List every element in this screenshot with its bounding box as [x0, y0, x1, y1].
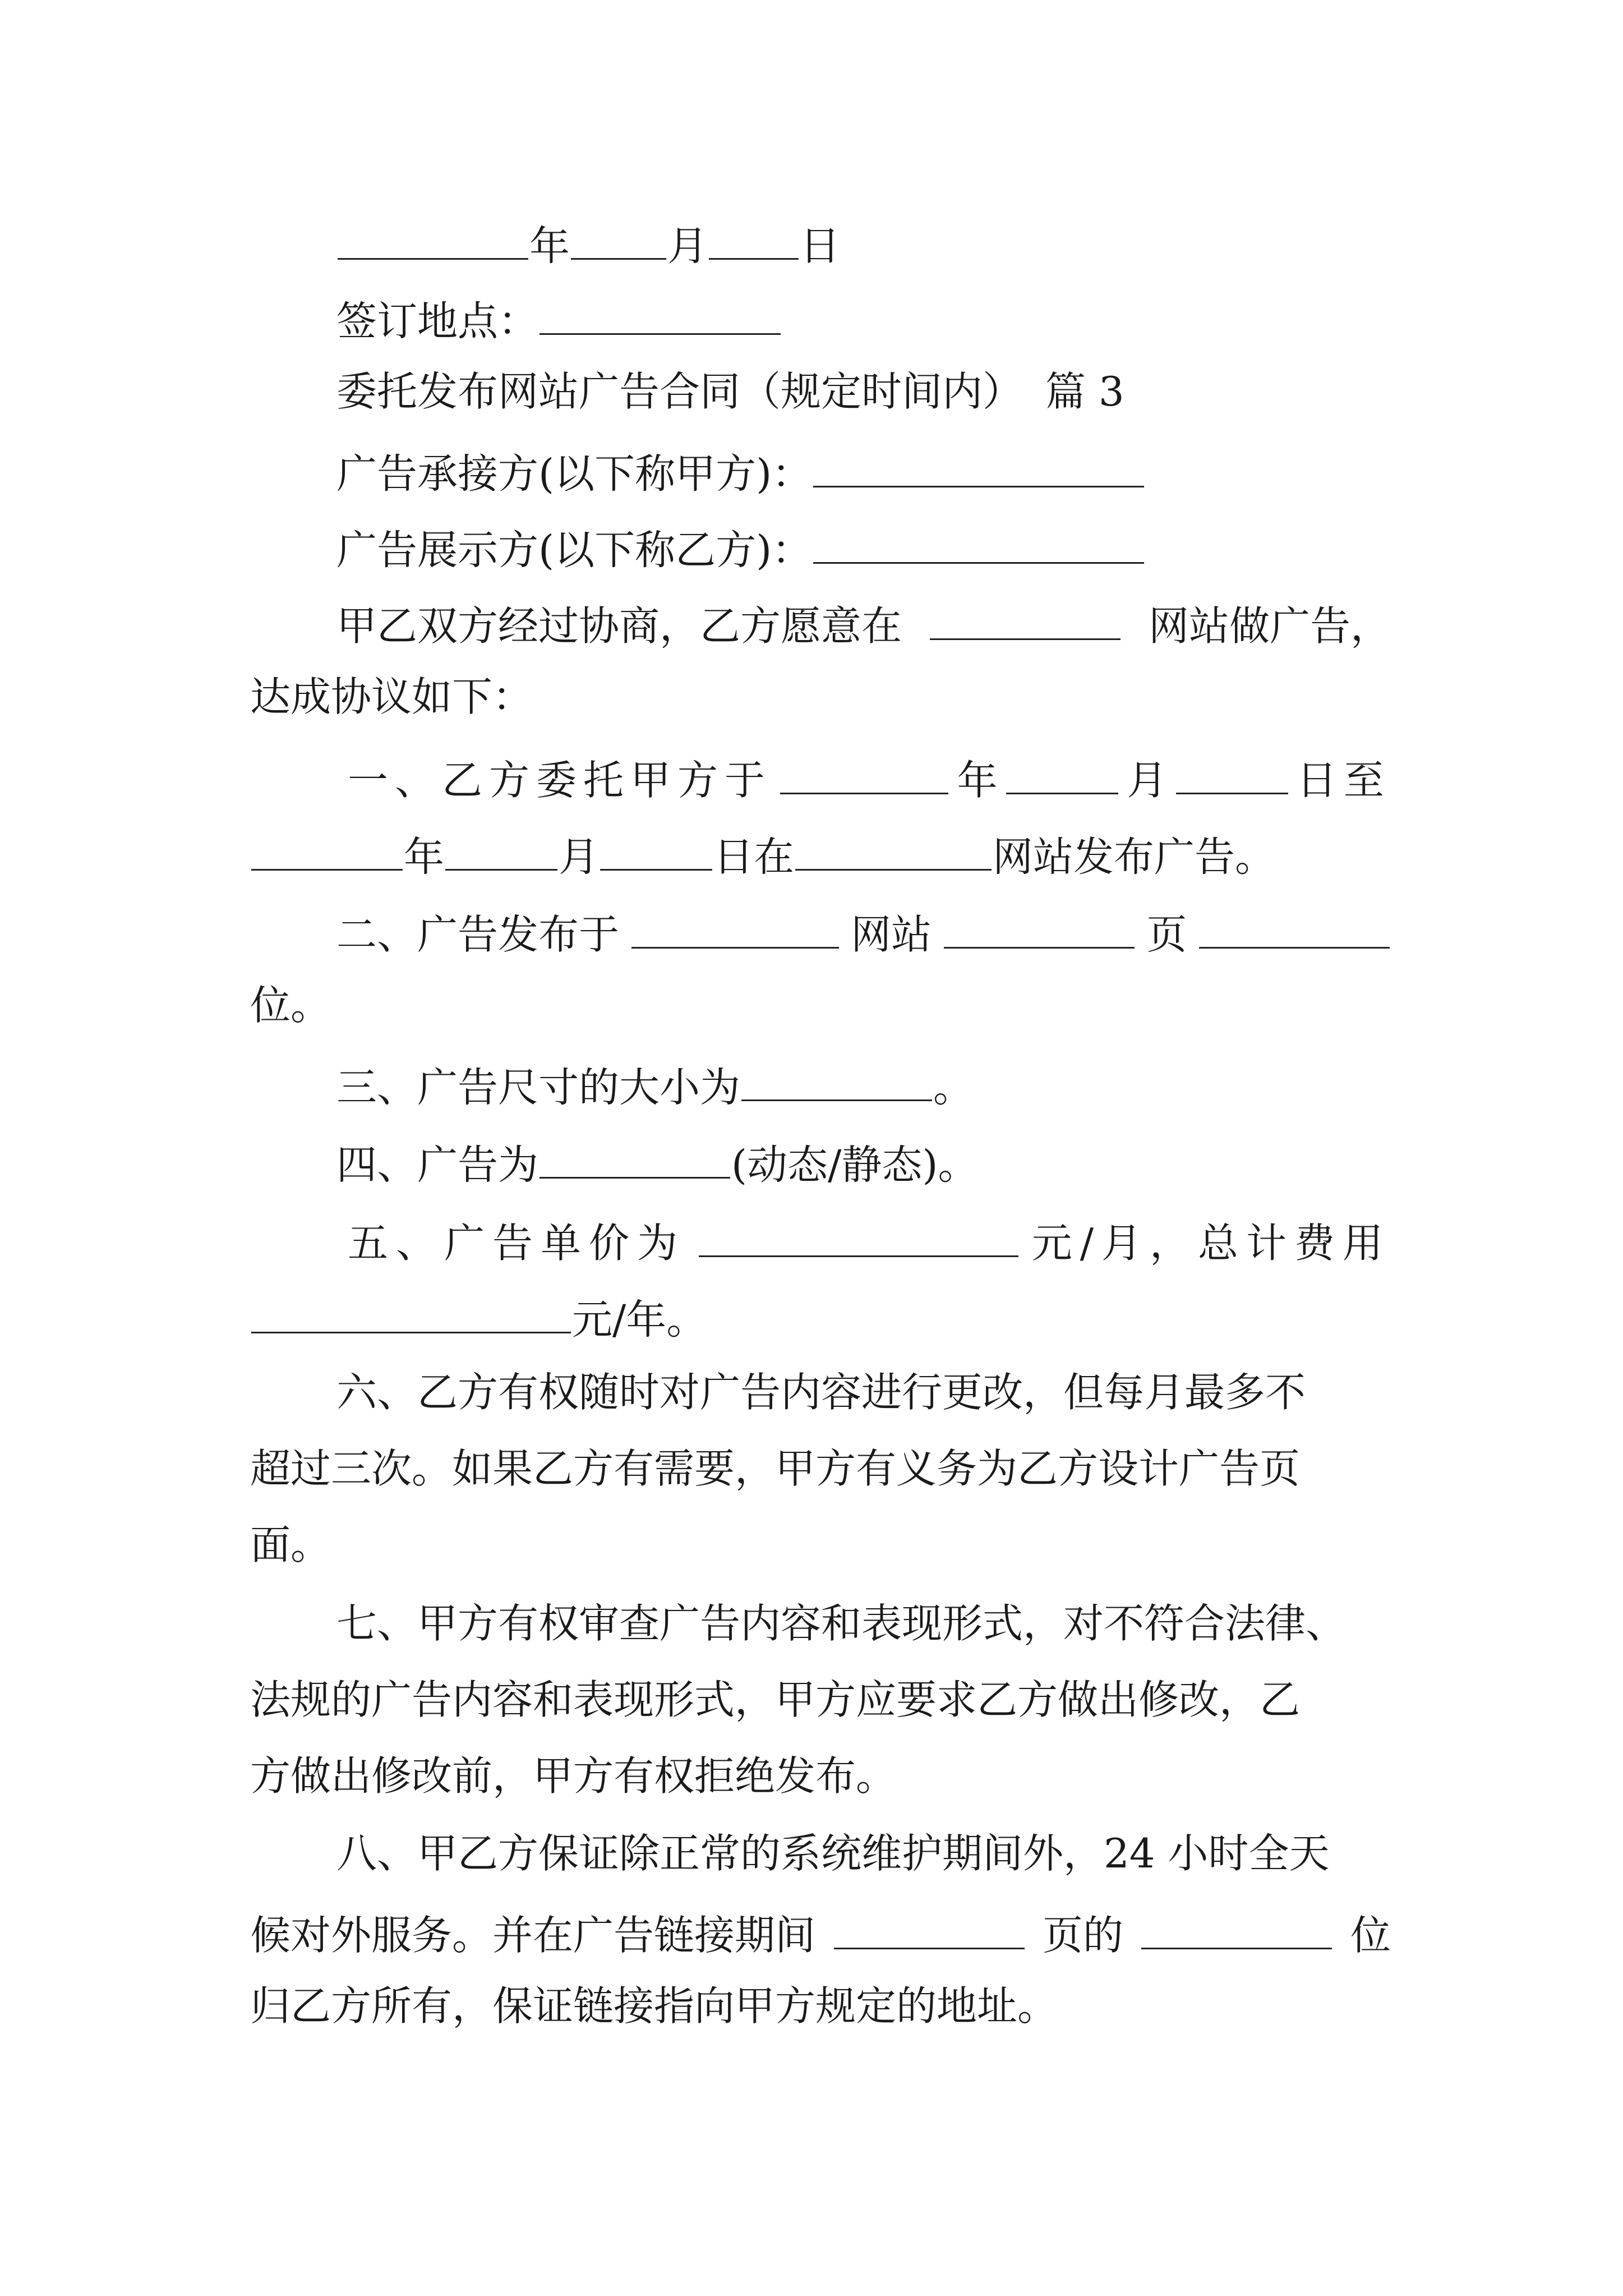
sign-place-blank[interactable]: [540, 295, 781, 335]
clause-5-price-blank[interactable]: [699, 1217, 1018, 1257]
date-day: 日: [800, 222, 841, 270]
date-year: 年: [529, 222, 570, 270]
clause-2-a: 二、广告发布于: [336, 911, 620, 959]
party-b-label: 广告展示方(以下称乙方)：: [336, 526, 813, 574]
clause-1-day-to: 日至: [1296, 757, 1391, 804]
clause-3-size-blank[interactable]: [741, 1061, 932, 1101]
clause-1b-year-blank[interactable]: [251, 831, 403, 871]
clause-2-page: 页: [1146, 911, 1187, 959]
clause-8-page-blank[interactable]: [834, 1910, 1025, 1949]
party-a-label: 广告承接方(以下称甲方)：: [336, 450, 813, 498]
clause-5-a: 五、广告单价为: [348, 1220, 686, 1267]
intro-line-1: [336, 600, 1391, 651]
clause-2-site: 网站: [851, 911, 932, 959]
clause-5-total-blank[interactable]: [251, 1294, 571, 1333]
date-month: 月: [667, 222, 708, 270]
party-a-blank[interactable]: [813, 448, 1144, 487]
party-a-line: [336, 448, 1477, 498]
date-line: [336, 220, 1477, 270]
clause-8-l2b: 页的: [1042, 1912, 1123, 1959]
clause-7-l1: 七、甲方有权审查广告内容和表现形式，对不符合法律、: [336, 1600, 1347, 1647]
clause-1b-site-blank[interactable]: [795, 831, 992, 871]
clause-8-line-2: [250, 1910, 1391, 1960]
intro-c: 达成协议如下：: [250, 673, 533, 720]
clause-2-page-blank[interactable]: [944, 909, 1135, 949]
clause-4-a: 四、广告为: [336, 1141, 539, 1189]
clause-3-end: 。: [933, 1064, 974, 1111]
clause-7-line-3: [250, 1752, 1391, 1806]
clause-5-line-2: [250, 1294, 1391, 1344]
clause-5-unit: 元/月，总计费用: [1031, 1220, 1391, 1267]
year-blank[interactable]: [338, 220, 528, 260]
month-blank[interactable]: [571, 220, 666, 260]
heading-title: 委托发布网站广告合同（规定时间内）: [336, 368, 1023, 415]
clause-8-line-1: [336, 1830, 1477, 1884]
clause-5-line-1: [348, 1217, 1391, 1268]
intro-b: 网站做广告，: [1148, 602, 1391, 650]
clause-7-line-1: [336, 1600, 1477, 1654]
clause-2-position-blank[interactable]: [1199, 909, 1390, 949]
clause-7-l3: 方做出修改前，甲方有权拒绝发布。: [250, 1752, 897, 1800]
clause-8-position-blank[interactable]: [1141, 1910, 1332, 1949]
sign-place-label: 签订地点：: [336, 297, 539, 345]
clause-6-l2: 超过三次。如果乙方有需要，甲方有义务为乙方设计广告页: [250, 1445, 1301, 1492]
clause-4-end: (动态/静态)。: [731, 1141, 979, 1189]
clause-1b-end: 网站发布广告。: [993, 833, 1276, 881]
clause-1b-year: 年: [404, 833, 445, 881]
clause-5-end: 元/年。: [572, 1296, 707, 1343]
clause-1b-day-blank[interactable]: [600, 831, 712, 871]
clause-7-line-2: [250, 1676, 1391, 1730]
clause-2-line-2: [250, 982, 1391, 1036]
clause-1-year-blank[interactable]: [780, 754, 948, 794]
clause-1-month: 月: [1127, 757, 1168, 804]
heading-line: [336, 368, 1477, 422]
party-b-line: [336, 524, 1477, 574]
clause-1-line-2: [250, 831, 1391, 881]
clause-6-line-2: [250, 1445, 1391, 1499]
intro-site-blank[interactable]: [930, 600, 1121, 640]
intro-a: 甲乙双方经过协商，乙方愿意在: [336, 602, 902, 650]
intro-line-2: [250, 673, 1391, 727]
clause-2-line-1: [336, 909, 1391, 959]
clause-1b-day-at: 日在: [713, 833, 795, 881]
clause-2-site-blank[interactable]: [631, 909, 839, 949]
clause-6-line-3: [250, 1521, 1391, 1575]
clause-1-day-blank[interactable]: [1176, 754, 1288, 794]
party-b-blank[interactable]: [813, 524, 1144, 564]
clause-8-l2c: 位: [1350, 1912, 1391, 1959]
clause-1b-month-blank[interactable]: [445, 831, 557, 871]
clause-6-l1: 六、乙方有权随时对广告内容进行更改，但每月最多不: [336, 1369, 1306, 1416]
clause-2-end: 位。: [250, 982, 331, 1029]
clause-8-l3: 归乙方所有，保证链接指向甲方规定的地址。: [250, 1982, 1058, 2030]
clause-4-line: [336, 1139, 1477, 1189]
clause-8-l1: 八、甲乙方保证除正常的系统维护期间外，24 小时全天: [336, 1830, 1330, 1877]
clause-1-a: 一、乙方委托甲方于: [348, 757, 772, 804]
clause-8-line-3: [250, 1982, 1391, 2036]
clause-6-l3: 面。: [250, 1521, 331, 1568]
clause-4-type-blank[interactable]: [540, 1139, 730, 1179]
sign-place-line: [336, 295, 1477, 346]
clause-1-year: 年: [957, 757, 998, 804]
heading-suffix: 篇 3: [1045, 368, 1124, 415]
clause-1-line-1: [348, 754, 1391, 805]
clause-3-line: [336, 1061, 1477, 1112]
clause-6-line-1: [336, 1369, 1477, 1423]
day-blank[interactable]: [709, 220, 799, 260]
clause-1-month-blank[interactable]: [1006, 754, 1118, 794]
clause-3-a: 三、广告尺寸的大小为: [336, 1064, 741, 1111]
clause-1b-month: 月: [559, 833, 600, 881]
clause-8-l2a: 候对外服务。并在广告链接期间: [250, 1912, 816, 1959]
clause-7-l2: 法规的广告内容和表现形式，甲方应要求乙方做出修改，乙: [250, 1676, 1301, 1723]
